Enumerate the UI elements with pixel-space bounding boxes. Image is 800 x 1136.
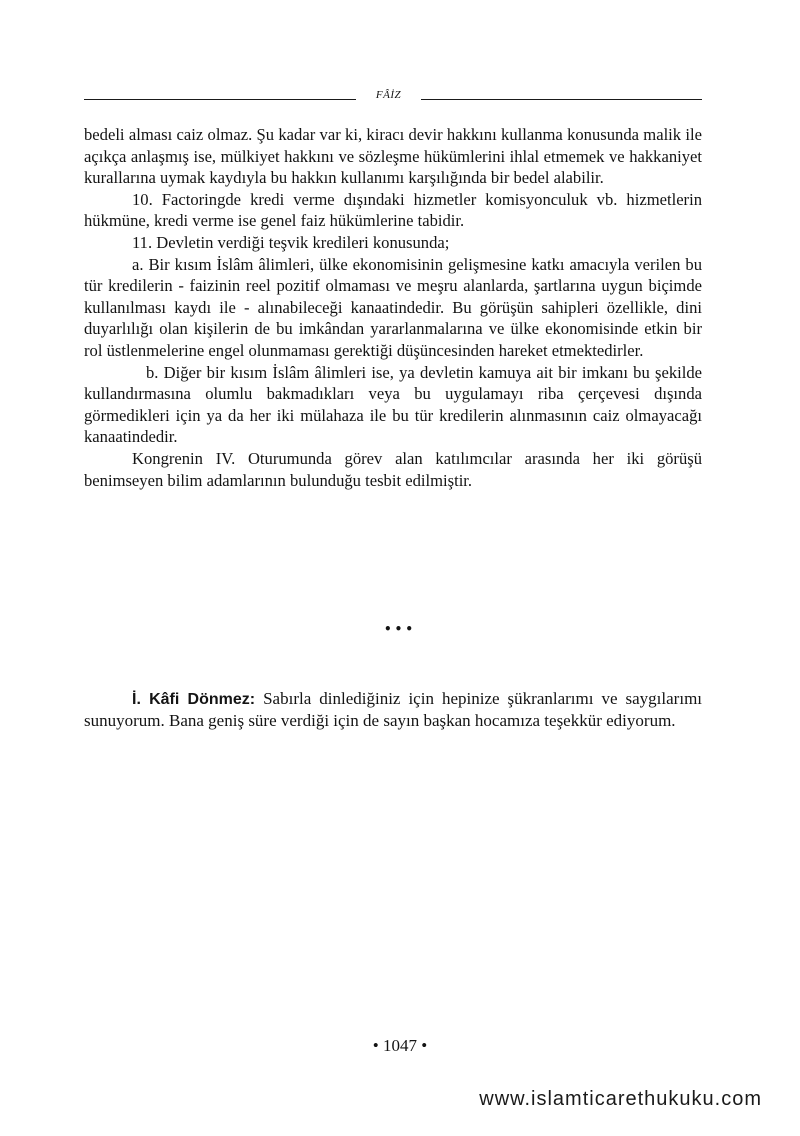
paragraph-item-11a: a. Bir kısım İslâm âlimleri, ülke ekonomisinin gelişmesine katkı amacıyla verilen bu tür kredilerin - faizinin reel pozitif olmaması ve meşru alanlarda, şartlarına uygun biçimde kullanılması kaydı ile - alınabileceği kanaatindedir. Bu görüşün sahipleri özellikle, dini duyarlılığı olan kişilerin de bu imkândan yararlanmalarına ve ülke ekonomisinde etkin bir rol üstlenmelerine engel olunmaması gerektiği düşüncesinden hareket etmektedirler. <box>84 254 702 360</box>
running-header <box>84 88 702 110</box>
paragraph-item-11b: b. Diğer bir kısım İslâm âlimleri ise, ya devletin kamuya ait bir imkanı bu şekilde kullandırmasına olumlu bakmadıkları veya bu uygulamayı riba çerçevesi dışında görmedikleri için ya da her iki mülahaza ile bu tür kredilerin alınmasının caiz olmayacağı kanaatindedir. <box>84 362 702 447</box>
paragraph-continuation: bedeli alması caiz olmaz. Şu kadar var ki, kiracı devir hakkını kullanma konusunda malik ile açıkça anlaşmış ise, mülkiyet hakkını ve sözleşme hükümlerini ihlal etmemek ve hakkaniyet kurallarına uymak kaydıyla bu hakkın kullanımı karşılığında bir bedel alabilir. <box>84 125 702 188</box>
main-text <box>84 124 702 491</box>
speaker-name: İ. Kâfi Dönmez: <box>132 691 256 708</box>
section-separator: ••• <box>383 622 416 636</box>
header-rule-right <box>421 99 702 100</box>
paragraph-item-10: 10. Factoringde kredi verme dışındaki hizmetler komisyonculuk vb. hizmetlerin hükmüne, kredi verme ise genel faiz hükümlerine tabidir. <box>84 189 702 231</box>
speech-text: Sabırla dinlediğiniz için hepinize şükranlarımı ve saygılarımı sunuyorum. Bana geniş süre verdiği için de sayın başkan hocamıza teşekkür ediyorum. <box>84 689 703 730</box>
page-number: • 1047 • <box>372 1036 428 1055</box>
paragraph-item-11: 11. Devletin verdiği teşvik kredileri konusunda; <box>132 232 450 252</box>
speech-paragraph <box>84 688 702 731</box>
header-rule-left <box>84 99 356 100</box>
paragraph-conclusion: Kongrenin IV. Oturumunda görev alan katılımcılar arasında her iki görüşü benimseyen bilim adamlarının bulunduğu tesbit edilmiştir. <box>84 448 702 490</box>
website-watermark: www.islamticarethukuku.com <box>479 1088 762 1110</box>
running-header-title: FÂİZ <box>375 89 402 101</box>
